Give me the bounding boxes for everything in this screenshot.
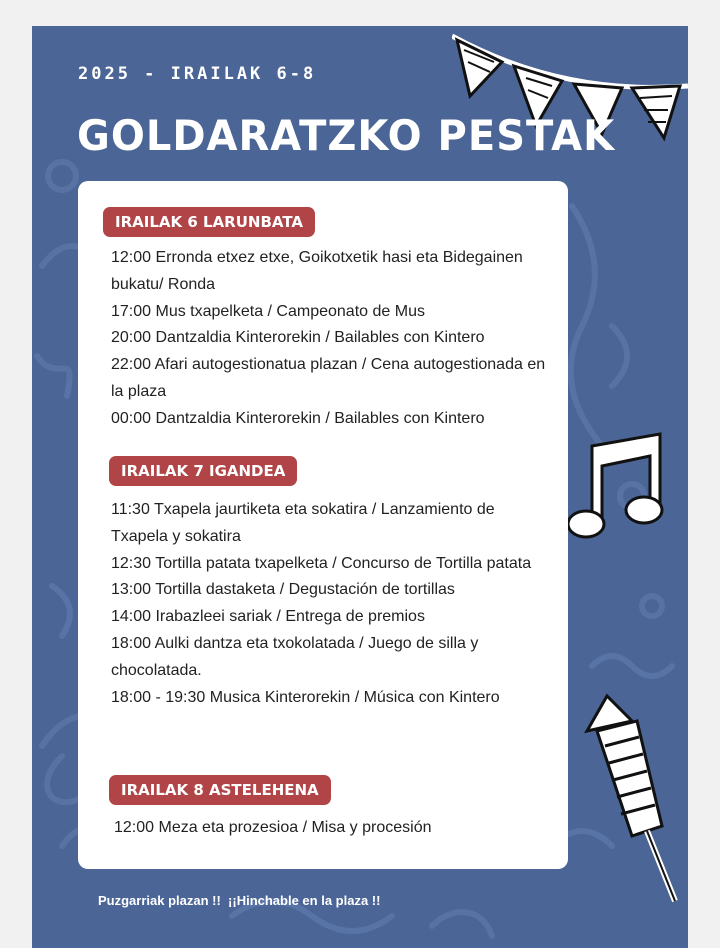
day-badge-sunday: IRAILAK 7 IGANDEA [109, 456, 297, 486]
schedule-item: 18:00 - 19:30 Musica Kinterorekin / Música con Kintero [111, 688, 500, 706]
program-card [78, 181, 568, 869]
sunday-schedule [111, 497, 551, 711]
poster-title: GOLDARATZKO PESTAK [77, 112, 616, 161]
day-badge-saturday: IRAILAK 6 LARUNBATA [103, 207, 315, 237]
schedule-item: 14:00 Irabazleei sariak / Entrega de premios [111, 608, 425, 626]
schedule-item: 13:00 Tortilla dastaketa / Degustación de tortillas [111, 581, 455, 599]
event-dates: 2025 - IRAILAK 6-8 [78, 64, 317, 84]
schedule-item: 12:00 Meza eta prozesioa / Misa y procesión [114, 819, 432, 836]
footer-note: Puzgarriak plazan !! ¡¡Hinchable en la plaza !! [98, 893, 381, 908]
monday-schedule [114, 815, 554, 842]
schedule-item: 00:00 Dantzaldia Kinterorekin / Bailables con Kintero [111, 409, 485, 427]
schedule-item: 12:00 Erronda etxez etxe, Goikotxetik hasi eta Bidegainen bukatu/ Ronda [111, 249, 523, 293]
saturday-schedule [111, 245, 551, 433]
schedule-item: 18:00 Aulki dantza eta txokolatada / Juego de silla y chocolatada. [111, 634, 479, 679]
schedule-item: 11:30 Txapela jaurtiketa eta sokatira / Lanzamiento de Txapela y sokatira [111, 501, 495, 545]
schedule-item: 17:00 Mus txapelketa / Campeonato de Mus [111, 302, 425, 320]
firework-rocket-icon [577, 691, 682, 906]
schedule-item: 12:30 Tortilla patata txapelketa / Concurso de Tortilla patata [111, 554, 532, 572]
music-note-icon [562, 426, 672, 546]
schedule-item: 22:00 Afari autogestionatua plazan / Cena autogestionada en la plaza [111, 356, 546, 400]
schedule-item: 20:00 Dantzaldia Kinterorekin / Bailables con Kintero [111, 329, 485, 347]
day-badge-monday: IRAILAK 8 ASTELEHENA [109, 775, 331, 805]
poster [32, 26, 688, 948]
